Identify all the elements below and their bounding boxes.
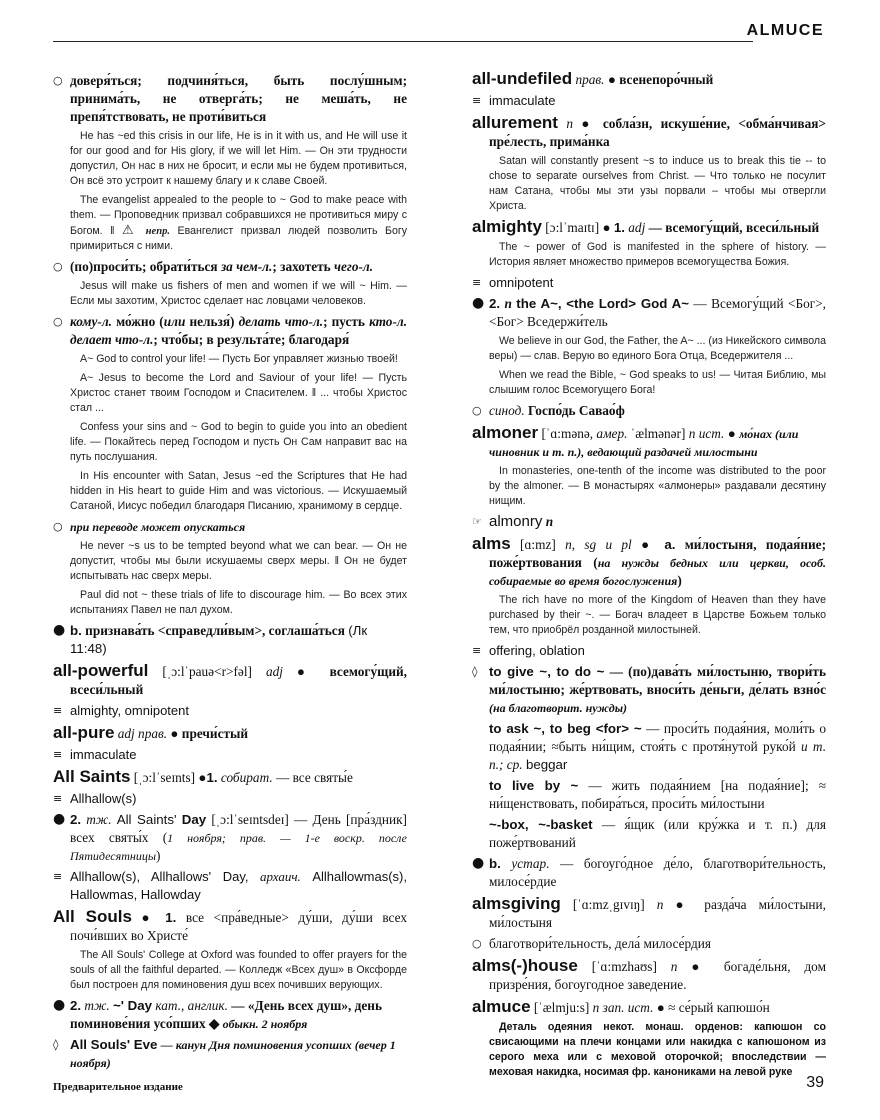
synonym-icon: ≡ [53,748,63,761]
example: He has ~ed this crisis in our life, He is in it with us, and He will use it for our good and for His glory, if we will let Him. — Он эти трудности допустил, Он нас в них не бросит, и если мы не будем противиться, Он всё это устроит к нашему благу и к славе Своей. [70,130,407,187]
sense-permit [53,313,407,349]
translation: разда́ча ми́лостыни, ми́лостыня [489,897,826,930]
sense-number: 2. [70,998,82,1013]
headword: almighty [472,217,542,236]
part-of-speech: adj прав. [117,726,168,741]
sense-b [53,622,407,658]
sense-text: нельзя́) [189,314,235,329]
idiom-phrase: to ask ~, to beg <for> ~ [489,721,642,736]
diamond-icon: ◆ [209,1016,220,1031]
synonym-text: almighty, omnipotent [70,703,189,718]
sense-note: при переводе может опускаться [70,520,246,534]
synonyms [53,790,407,808]
phrase: ~' Day [113,998,153,1013]
definition-note: Деталь одеяния некот. монаш. орденов: капюшон со свисающими на плечи концами или накидка с капюшоном из серого меха или с меховой оторочкой; впоследствии — меховая накидка, носимая фр. канониками на левой руке [489,1021,826,1078]
pronunciation: [ˌɔ:lˈpauə<r>fəl] [162,664,252,679]
synonyms [472,274,826,292]
grammar-label: кому-л. [70,314,112,329]
idiom-phrase: All Souls' Eve [70,1037,158,1052]
example: We believe in our God, the Father, the A~ ... (из Никейского символа веры) — слав. Верую во единого Бога Отца, Вседержителя ... [489,335,826,362]
usage-label: непр. [145,226,171,237]
sense-2 [472,295,826,331]
example: A~ God to control your life! — Пусть Бог управляет жизнью твоей! [80,353,398,365]
translation: пречи́стый [181,726,249,741]
translation: всемогу́щий, всеси́льный [70,664,407,697]
note: и т. п.; ср. [489,739,827,772]
part-of-speech: adj [265,664,283,679]
sense-number: b. [489,856,501,871]
pronunciation: [ˈɑ:mzˌgɪvɪŋ] [572,897,645,912]
phrase: All Saints' [116,812,177,827]
entry-all-undefiled [472,70,826,89]
sense-text: признава́ть <справедли́вым>, соглаша́ться [85,623,345,638]
headword: all-pure [53,723,115,742]
part-of-speech: n [566,116,574,131]
translation: — все святы́е [275,770,353,785]
example: Confess your sins and ~ God to begin to guide you into an obedient life. — Покайтесь перед Господом и пусть Он Сам направит вас на путь послушания. [70,421,407,463]
cross-reference-link[interactable]: almonry [489,513,543,530]
translation: — День [пра́здник] всех святы́х ( [70,812,407,845]
synonym-text: offering, oblation [489,643,585,658]
translation: — «День всех душ», день поминове́ния усо́пших [70,998,382,1031]
example: In monasteries, one-tenth of the income was distributed to the poor by the almoner. — В монастырях «алмонеры» раздавали десятину нищим. [489,465,826,507]
part-of-speech: n зап. ист. [592,1000,654,1015]
grammar-label: чего-л. [334,259,374,274]
note: на нужды бедных или церкви, особ. собираемые во время богослужения [489,556,826,588]
synonym-text: omnipotent [489,275,554,290]
translation: все <пра́ведные> ду́ши, ду́ши всех почи́вших во Христе́ [70,910,407,943]
entry-almsgiving [472,895,826,932]
grammar-label: кто-л. делает что-л. [70,314,408,347]
grammar-label: делать что-л. [238,314,324,329]
example: The rich have no more of the Kingdom of Heaven than they have purchased by their ~. — Богач владеет в Царстве Божьем только тем, что приобрёл розданной милостыней. [489,594,826,636]
idiom-translation: — я́щик (или кру́жка и т. п.) для поже́ртвований [489,817,827,850]
idiom-phrase: to give ~, to do ~ [489,664,605,679]
headword: alms [472,534,511,553]
part-of-speech: n [670,959,678,974]
synonym-icon: ≡ [53,870,63,883]
headword: almoner [472,423,539,442]
circle-marker-icon: ○ [53,74,63,87]
bullet-icon: ● [296,664,316,679]
idiom-icon: ◊ [53,1038,59,1051]
example-text: The evangelist appealed to the people to ~ God to make peace with them. — Проповедник призвал собравшихся не противиться миру с Богом. ‖ [70,194,407,237]
sense-number: 2. [70,812,82,827]
edition-label: Предварительное издание [53,1081,183,1093]
usage-label: архаич. [260,869,301,884]
pronunciation: [ˈɑ:mənə, [541,426,594,441]
idiom-icon: ◊ [472,665,478,678]
circle-marker-icon: ○ [53,315,63,328]
sense-text: ; пусть [323,314,365,329]
note: (на благотворит. нужды) [489,701,628,715]
entry-almuce [472,998,826,1017]
bullet-icon: ● [727,426,736,441]
usage-label: собират. [220,770,273,785]
bullet-icon: ● [53,997,66,1013]
part-of-speech: n ист. [688,426,725,441]
pronunciation: [ˈɑ:mzhaʊs] [591,959,657,974]
part-of-speech: n [545,514,554,529]
translation: всенепоро́чный [619,72,714,87]
entry-all-powerful [53,662,407,699]
part-of-speech: adj [628,220,646,235]
pointing-hand-icon: ☞ [472,515,482,528]
translation: богаде́льня, дом призре́ния, богоугодное заведение. [489,959,826,992]
bible-reference: (Лк 11:48) [70,623,368,656]
translation: собла́зн, искуше́ние, <обма́нчивая> пре́лесть, прима́нка [489,116,826,149]
example: He never ~s us to be tempted beyond what we can bear. — Он не допустит, чтобы мы были искушаемы сверх меры. ‖ Он не будет испытывать нас сверх меры. [70,540,407,582]
entry-all-souls [53,908,407,945]
part-of-speech: n [504,296,512,311]
sense-number: 1. [206,770,218,785]
bullet-icon: ● [581,116,595,131]
synonyms [53,868,407,904]
headword: almuce [472,997,531,1016]
translation: ≈ се́рый капюшо́н [668,1000,770,1015]
cross-reference-link[interactable]: beggar [525,757,568,772]
headword: All Saints [53,767,131,786]
translation: благотвори́тельность, дела́ милосе́рдия [489,936,712,951]
sense-text: (по)проси́ть; обрати́ться [70,259,218,274]
idiom [472,777,826,813]
sense-text: мо́жно ( [116,314,164,329]
synonyms [472,642,826,660]
circle-marker-icon: ○ [472,937,482,950]
phrase: the A~, <the Lord> God A~ [516,296,690,311]
circle-marker-icon: ○ [472,404,482,417]
sense-2 [53,997,407,1033]
idiom-translation: — жить подая́нием [на подая́ние]; ≈ ни́щенствовать, побира́ться, проси́ть ми́лостыни [489,778,826,811]
idiom [472,720,826,774]
usage-label: кат., англик. [155,998,228,1013]
sense-number: 2. [489,296,501,311]
usage-label: синод. [489,403,525,418]
bullet-icon: ● [170,726,179,741]
pronunciation: [ɑ:mz] [520,537,556,552]
translation: ми́лостыня, подая́ние; поже́ртвования ( [489,537,827,570]
part-of-speech: n [656,897,664,912]
headword: alms(-)house [472,956,578,975]
headword: almsgiving [472,894,561,913]
usage-label: прав. [575,72,605,87]
translation: — Всемогу́щий <Бог>, <Бог> Вседержи́тель [489,296,827,329]
example: Jesus will make us fishers of men and women if we will ~ Him. — Если мы захотим, Христос сделает нас ловцами человеков. [70,280,407,307]
usage-label: тж. [84,998,110,1013]
usage-label: тж. [86,812,112,827]
sense-text: доверя́ться; подчиня́ться, быть послу́шным; принима́ть, не отверга́ть; не меша́ть, не препя́тствовать, не проти́виться [70,73,407,124]
pronunciation: [ˌɔ:lˈseɪntsdeɪ] [211,812,289,827]
pronunciation: [ˌɔ:lˈseɪnts] [133,770,196,785]
synonym-icon: ≡ [472,644,482,657]
idiom [53,1036,407,1072]
bullet-icon: ● [691,959,710,974]
note: 1 ноября; прав. — 1-е воскр. после Пятидесятницы [70,831,407,863]
bullet-icon: ● [53,811,66,827]
idiom [472,816,826,852]
translation: — всемогу́щий, всеси́льный [648,220,820,235]
bullet-icon: ● [53,622,66,638]
entry-alms [472,535,826,590]
idiom [472,663,826,717]
translation: Госпо́дь Савао́ф [528,403,625,418]
sense-number: a. [664,537,676,552]
running-head: ALMUCE [746,22,824,39]
example: In His encounter with Satan, Jesus ~ed the Scriptures that He had hidden in His heart to guide Him and was victorious. — Искушаемый Сатаной, Иисус победил благодаря Писанию, хранимому в сердце. [70,470,407,512]
entry-allurement [472,114,826,151]
bullet-icon: ● [675,897,693,912]
idiom-phrase: to live by ~ [489,778,579,793]
bullet-icon: ● [472,295,485,311]
synonym-text: Allhallow(s), Allhallows' Day, [70,869,249,884]
bullet-icon: ● [198,770,207,785]
usage-label: амер. [596,426,628,441]
synonym-text: immaculate [70,747,137,762]
usage-label: устар. [511,856,550,871]
entry-almighty [472,218,826,237]
sense-b [472,855,826,891]
sense-ask [53,258,407,276]
bullet-icon: ● [602,220,611,235]
warning-icon: ⚠ [121,223,139,238]
synonym-icon: ≡ [53,704,63,717]
grammar-label: за чем-л. [220,259,273,274]
example: Satan will constantly present ~s to induce us to break this tie -- to chose to separate ourselves from Christ. — Что только не посулит нам Сатана, чтобы мы эти узы порвали – чтобы мы отвергли Христа. [489,155,826,212]
translation: — богоуго́дное де́ло, благотвори́тельность, милосе́рдие [489,856,826,889]
synonym-icon: ≡ [472,276,482,289]
phrase: Day [181,812,207,827]
synonyms [472,92,826,110]
sense-submit [53,72,407,126]
synonyms [53,702,407,720]
example: The All Souls' College at Oxford was founded to offer prayers for the souls of all the faithful departed. — Колледж «Всех душ» в Оксфорде был построен для поминовения душ всех почивших верующих. [70,949,407,991]
entry-almoner [472,424,826,461]
paren: ) [677,573,682,588]
entry-almshouse [472,957,826,994]
right-column [472,69,827,1084]
headword: All Souls [53,907,132,926]
sense-number: b. [70,623,82,638]
paren: ) [155,848,161,863]
page-number: 39 [806,1074,824,1091]
example: When we read the Bible, ~ God speaks to us! — Читая Библию, мы слышим голос Всемогущего Бога! [489,369,826,396]
pronunciation: [ɔ:lˈmaɪtɪ] [545,220,600,235]
bullet-icon: ● [141,910,156,925]
synonyms [53,746,407,764]
example-text: Евангелист призвал людей позволить Богу примириться с ними. [70,225,408,252]
entry-all-saints [53,768,407,787]
synonym-text: immaculate [489,93,556,108]
entry-all-pure [53,724,407,743]
sense-3 [472,402,826,420]
example [53,193,407,254]
bullet-icon: ● [641,537,656,552]
circle-marker-icon: ○ [53,520,63,533]
idiom-translation: — канун Дня поминовения усопших (вечер 1 ноября) [70,1038,396,1070]
cross-reference[interactable] [472,513,826,531]
sense-number: 1. [165,910,177,925]
idiom-translation: — (по)дава́ть ми́лостыню, твори́ть ми́лостыню; же́ртвовать, вноси́ть де́ньги, де́лать взно́с [489,664,826,697]
example: The ~ power of God is manifested in the sphere of history. — История являет множество примеров всемогущества Божия. [489,241,826,268]
synonym-icon: ≡ [53,792,63,805]
bullet-icon: ● [656,1000,665,1015]
idiom-translation: — проси́ть подая́ния, моли́ть о подая́нии; ≈быть ни́щим, стоя́ть с протя́нутой руко́й [489,721,826,754]
idiom-phrase: ~-box, ~-basket [489,817,593,832]
synonym-icon: ≡ [472,94,482,107]
sense-text: ; захотеть [272,259,331,274]
bullet-icon: ● [607,72,616,87]
pronunciation: ˈælmənər] [630,426,686,441]
sense-text: ; что́бы; в результа́те; благодаря́ [153,332,350,347]
left-column [53,72,407,1075]
synonym-text: Allhallow(s) [70,791,137,806]
translation: мо́нах (или чиновник и т. п.), ведающий раздачей милостыни [489,427,799,459]
pronunciation: [ˈælmju:s] [533,1000,590,1015]
headword: all-undefiled [472,69,573,88]
grammar-label: или [163,314,186,329]
sense-number: 1. [613,220,625,235]
note: обыкн. 2 ноября [222,1017,308,1031]
example: Paul did not ~ these trials of life to discourage him. — Во всех этих испытаниях Павел не пал духом. [70,589,407,616]
circle-marker-icon: ○ [53,260,63,273]
synonym-text: Allhallowmas(s), Hallowmas, Hallowday [70,869,407,902]
sense-omit [53,518,407,536]
headword: all-powerful [53,661,149,680]
headword: allurement [472,113,558,132]
sense-2 [53,811,407,865]
header-rule [53,41,753,42]
part-of-speech: n, sg и pl [565,537,632,552]
bullet-icon: ● [472,855,485,871]
example: A~ Jesus to become the Lord and Saviour of your life! — Пусть Христос станет твоим Господом и Спасителем. ‖ ... чтобы Христос стал ... [70,372,407,414]
sense-2 [472,935,826,953]
